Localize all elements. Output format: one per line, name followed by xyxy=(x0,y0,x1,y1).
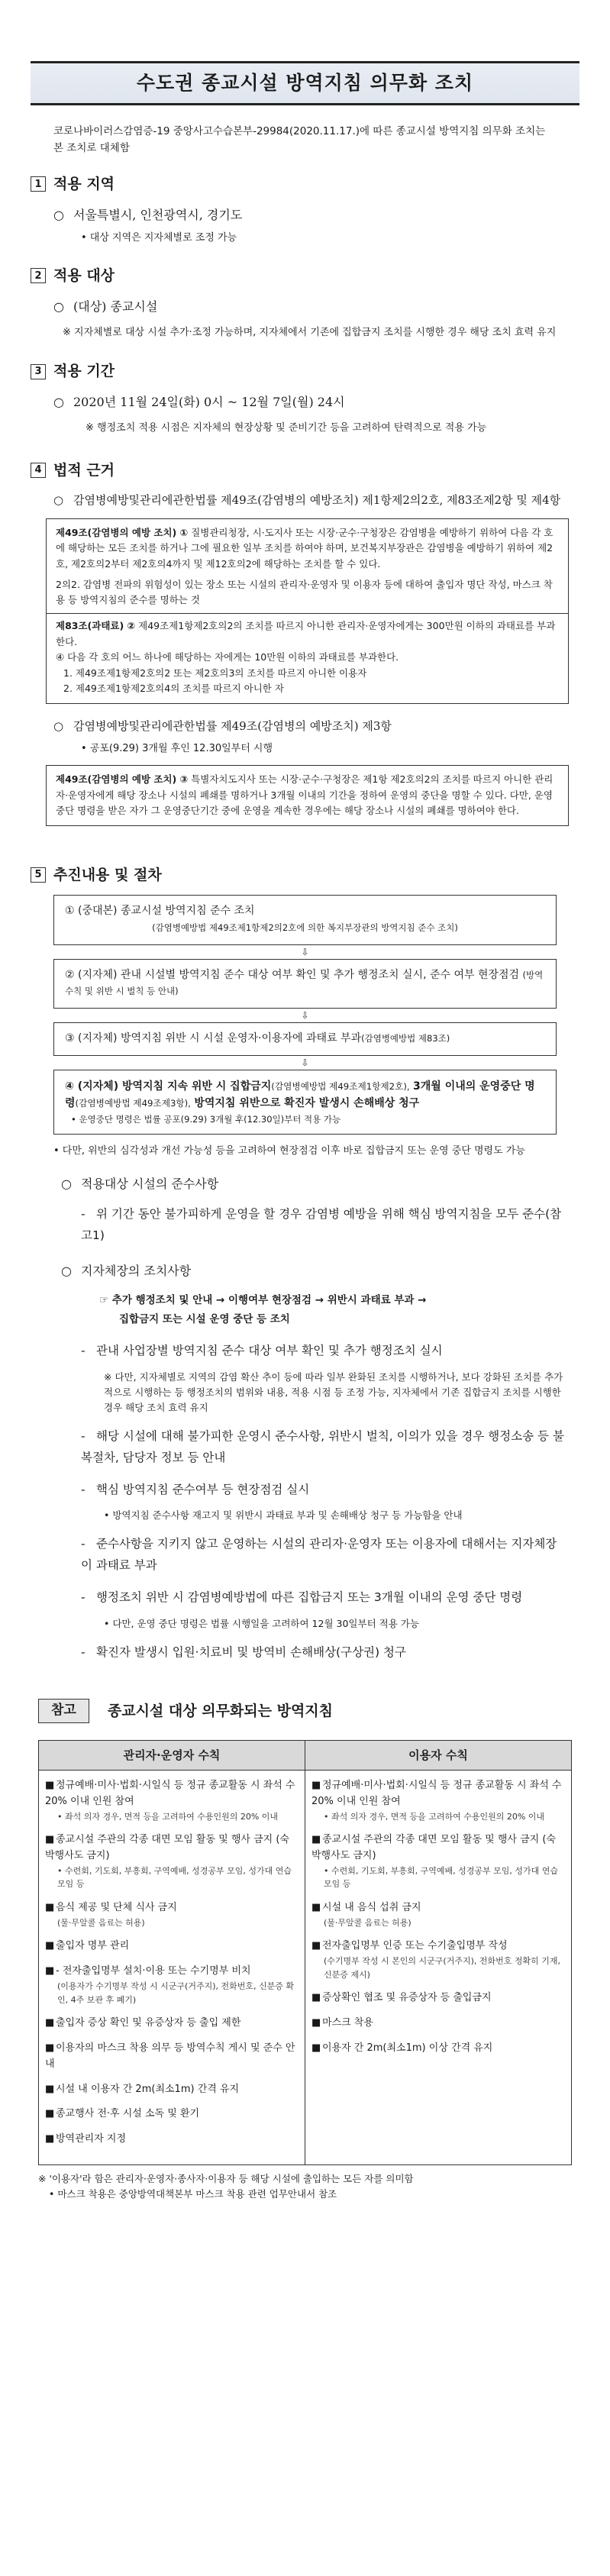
square-bullet-icon: ■ xyxy=(45,2133,55,2145)
section-1-bullet xyxy=(53,206,579,224)
square-bullet-icon: ■ xyxy=(45,1834,55,1846)
divider xyxy=(47,613,568,614)
rule-item xyxy=(311,1990,565,2006)
law-article-head: 제83조(과태료) ② xyxy=(56,619,136,631)
procedure-note: • 다만, 위반의 심각성과 개선 가능성 등을 고려하여 현장점검 이후 바로 집합금지 또는 운영 중단 명령도 가능 xyxy=(53,1145,525,1157)
rule-text: 종교행사 전·후 시설 소독 및 환기 xyxy=(56,2108,200,2120)
flow-line: ☞ 추가 행정조치 및 안내 → 이행여부 현장점검 → 위반시 과태료 부과 → xyxy=(99,1293,427,1306)
section-2-note: ※ 지자체별로 대상 시설 추가·조정 가능하며, 지자체에서 기존에 집합금지 조치를 시행한 경우 해당 조치 효력 유지 xyxy=(63,326,557,338)
action-item: - 행정조치 위반 시 감염병예방법에 따른 집합금지 또는 3개월 이내의 운영 중단 명령 xyxy=(81,1590,523,1605)
step-note: • 운영중단 명령은 법률 공포(9.29) 3개월 후(12.30일)부터 적용 가능 xyxy=(71,1113,341,1125)
operator-rules-cell xyxy=(39,1771,305,2165)
square-bullet-icon: ■ xyxy=(45,2042,55,2054)
procedure-step-2 xyxy=(53,959,557,1009)
action-item: - 해당 시설에 대해 불가피한 운영시 준수사항, 위반시 벌칙, 이의가 있을 경우 행정소송 등 불복절차, 담당자 정보 등 안내 xyxy=(81,1428,564,1464)
circle-bullet-icon: ○ xyxy=(61,1176,72,1191)
bullet-text: 감염병예방및관리에관한법률 제49조(감염병의 예방조치) 제3항 xyxy=(73,719,392,734)
reference-tag: 참고 xyxy=(38,1699,89,1723)
square-bullet-icon: ■ xyxy=(45,2108,55,2120)
procedure-step-4 xyxy=(53,1070,557,1135)
section-1-sub: • 대상 지역은 지자체별로 조정 가능 xyxy=(81,231,237,244)
bullet-text: 2020년 11월 24일(화) 0시 ~ 12월 7일(월) 24시 xyxy=(73,394,345,409)
bullet-text: 서울특별시, 인천광역시, 경기도 xyxy=(73,207,243,222)
section-4-bullet-2 xyxy=(53,718,579,735)
section-3-header xyxy=(31,360,579,383)
footnote-line: ※ '이용자'라 함은 관리자·운영자·종사자·이용자 등 해당 시설에 출입하는 모든 자를 의미함 xyxy=(38,2172,414,2184)
law-paragraph: 1. 제49조제1항제2호의2 또는 제2호의3의 조치를 따르지 아니한 이용자 xyxy=(63,667,367,679)
item-text: 확진자 발생시 입원·치료비 및 방역비 손해배상(구상권) 청구 xyxy=(96,1645,406,1660)
law-text: 질병관리청장, 시·도지사 또는 시장·군수·구청장은 감염병을 예방하기 위하여 다음 각 호에 해당하는 모든 조치를 하거나 그에 필요한 일부 조치를 하여야 하며, 보건복지부장관은 감염병을 예방하기 위하여 제2호, 제2호의2부터 제2호의4까지 및 제12호의2에 해당하는 조치를 할 수 있다. xyxy=(56,526,554,570)
procedure-flow xyxy=(31,895,579,1135)
rule-item xyxy=(45,2016,299,2032)
rule-item xyxy=(45,1900,299,1929)
rule-text: 종교시설 주관의 각종 대면 모임 활동 및 행사 금지 (숙박행사도 금지) xyxy=(45,1834,289,1861)
rule-text: 이용자의 마스크 착용 의무 등 방역수칙 게시 및 준수 안내 xyxy=(45,2042,295,2070)
section-2-bullet xyxy=(53,298,579,316)
arrow-down-icon: ⇩ xyxy=(301,1057,309,1068)
user-rules-cell xyxy=(305,1771,572,2165)
rule-text: 정규예배·미사·법회·시일식 등 정규 종교활동 시 좌석 수 20% 이내 인원 참여 xyxy=(311,1780,562,1807)
rule-subtext: (물·무알콜 음료는 허용) xyxy=(57,1917,145,1928)
bullet-text: 지자체장의 조치사항 xyxy=(81,1263,192,1278)
rule-item xyxy=(45,1964,299,2006)
rule-item xyxy=(45,2132,299,2148)
rule-text: - 전자출입명부 설치·이용 또는 수기명부 비치 xyxy=(56,1965,251,1977)
circle-bullet-icon: ○ xyxy=(53,207,64,222)
action-item: - 핵심 방역지침 준수여부 등 현장점검 실시 xyxy=(81,1482,310,1496)
section-4-bullet-1 xyxy=(53,492,579,509)
arrow-down-icon: ⇩ xyxy=(301,1010,309,1022)
rule-item xyxy=(45,2106,299,2122)
rule-item xyxy=(45,1832,299,1891)
rule-text: 시설 내 음식 섭취 금지 xyxy=(322,1901,421,1913)
rule-subtext: • 좌석 의자 경우, 면적 등을 고려하여 수용인원의 20% 이내 xyxy=(324,1811,545,1822)
rule-item xyxy=(45,2082,299,2098)
section-number: 4 xyxy=(31,463,46,478)
item-text: 행정조치 위반 시 감염병예방법에 따른 집합금지 또는 3개월 이내의 운영 중단 명령 xyxy=(96,1590,523,1605)
square-bullet-icon: ■ xyxy=(45,1940,55,1952)
law-article-head: 제49조(감염병의 예방 조치) ① xyxy=(56,526,189,538)
item-text: 준수사항을 지키지 않고 운영하는 시설의 관리자·운영자 또는 이용자에 대해서는 지자체장이 과태료 부과 xyxy=(81,1537,557,1573)
section-number: 2 xyxy=(31,268,46,283)
flow-line: 집합금지 또는 시설 운영 중단 등 조치 xyxy=(119,1313,290,1326)
rule-text: 시설 내 이용자 간 2m(최소1m) 간격 유지 xyxy=(56,2083,240,2095)
step-detail: (감염병예방법 제49조제3항), xyxy=(75,1098,191,1109)
square-bullet-icon: ■ xyxy=(311,2017,321,2029)
square-bullet-icon: ■ xyxy=(311,1834,321,1846)
rule-text: 음식 제공 및 단체 식사 금지 xyxy=(56,1901,177,1913)
square-bullet-icon: ■ xyxy=(311,1992,321,2004)
step-text: ④ (지자체) 방역지침 지속 위반 시 집합금지 xyxy=(65,1080,272,1093)
action-item: - 확진자 발생시 입원·치료비 및 방역비 손해배상(구상권) 청구 xyxy=(81,1645,406,1660)
section-4-sub: • 공포(9.29) 3개월 후인 12.30일부터 시행 xyxy=(81,742,273,754)
section-number: 1 xyxy=(31,176,46,192)
square-bullet-icon: ■ xyxy=(45,1780,55,1791)
section-2-header xyxy=(31,265,579,287)
rule-item xyxy=(45,2041,299,2073)
rule-subtext: • 수련회, 기도회, 부흥회, 구역예배, 성경공부 모임, 성가대 연습 모임 등 xyxy=(57,1865,292,1890)
procedure-step-1 xyxy=(53,895,557,944)
section-5-header xyxy=(31,864,579,886)
section-number: 3 xyxy=(31,364,46,379)
item-text: 위 기간 동안 불가피하게 운영을 할 경우 감염병 예방을 위해 핵심 방역지침을 모두 준수(참고1) xyxy=(81,1206,562,1242)
square-bullet-icon: ■ xyxy=(45,1965,55,1977)
column-header-user: 이용자 수칙 xyxy=(305,1740,572,1771)
section-1-header xyxy=(31,173,579,195)
rule-item xyxy=(311,1900,565,1929)
square-bullet-icon: ■ xyxy=(45,2017,55,2029)
local-gov-actions-heading xyxy=(61,1262,579,1280)
rule-subtext: (물·무알콜 음료는 허용) xyxy=(324,1917,412,1928)
section-title: 추진내용 및 절차 xyxy=(53,866,162,883)
square-bullet-icon: ■ xyxy=(311,1940,321,1952)
action-note: ※ 다만, 지자체별로 지역의 감염 확산 추이 등에 따라 일부 완화된 조치를 시행하거나, 보다 강화된 조치를 추가적으로 시행하는 등 행정조치의 범위와 내용, 적용 시점 등 조정 가능, 지자체에서 기존 집합금지 조치를 시행한 경우 해당 조치 효력 유지 xyxy=(104,1370,563,1413)
item-text: 관내 사업장별 방역지침 준수 대상 여부 확인 및 추가 행정조치 실시 xyxy=(96,1343,443,1357)
facility-obligations-heading xyxy=(61,1175,579,1193)
law-paragraph xyxy=(56,618,559,650)
reference-table xyxy=(38,1740,572,2165)
circle-bullet-icon: ○ xyxy=(61,1263,72,1278)
law-paragraph: ④ 다음 각 호의 어느 하나에 해당하는 자에게는 10만원 이하의 과태료를 부과한다. xyxy=(56,651,399,663)
rule-text: 출입자 증상 확인 및 유증상자 등 출입 제한 xyxy=(56,2017,241,2029)
square-bullet-icon: ■ xyxy=(45,2083,55,2095)
section-title: 법적 근거 xyxy=(53,461,115,479)
footnote-line: • 마스크 착용은 중앙방역대책본부 마스크 착용 관련 업무안내서 참조 xyxy=(49,2187,337,2200)
law-paragraph: 2의2. 감염병 전파의 위험성이 있는 장소 또는 시설의 관리자·운영자 및 이용자 등에 대하여 출입자 명단 작성, 마스크 착용 등 방역지침의 준수를 명하는 것 xyxy=(56,578,553,606)
law-text: 제49조제1항제2호의2의 조치를 따르지 아니한 관리자·운영자에게는 300만원 이하의 과태료를 부과한다. xyxy=(56,619,556,647)
action-item: - 관내 사업장별 방역지침 준수 대상 여부 확인 및 추가 행정조치 실시 xyxy=(81,1343,443,1357)
section-3-note: ※ 행정조치 적용 시점은 지자체의 현장상황 및 준비기간 등을 고려하여 탄력적으로 적용 가능 xyxy=(86,421,487,434)
rule-subtext: (수기명부 작성 시 본인의 시군구(거주지), 전화번호 정확히 기재, 신분증 제시) xyxy=(324,1956,560,1980)
rule-text: 방역관리자 지정 xyxy=(56,2133,127,2145)
reference-header xyxy=(31,1699,579,1723)
rule-text: 정규예배·미사·법회·시일식 등 정규 종교활동 시 좌석 수 20% 이내 인원 참여 xyxy=(45,1780,295,1807)
rule-item xyxy=(311,1778,565,1823)
section-title: 적용 대상 xyxy=(53,267,115,285)
square-bullet-icon: ■ xyxy=(45,1901,55,1913)
circle-bullet-icon: ○ xyxy=(53,719,64,734)
section-title: 적용 기간 xyxy=(53,363,115,380)
reference-title: 종교시설 대상 의무화되는 방역지침 xyxy=(107,1702,334,1719)
section-4-header xyxy=(31,460,579,482)
square-bullet-icon: ■ xyxy=(311,2042,321,2054)
item-text: 핵심 방역지침 준수여부 등 현장점검 실시 xyxy=(96,1482,310,1496)
circle-bullet-icon: ○ xyxy=(53,493,64,508)
action-flow xyxy=(99,1291,564,1330)
footnote xyxy=(38,2171,572,2202)
section-title: 적용 지역 xyxy=(53,176,115,193)
law-text: 특별자치도지사 또는 시장·군수·구청장은 제1항 제2호의2의 조치를 따르지 아니한 관리자·운영자에게 해당 장소나 시설의 폐쇄를 명하거나 3개월 이내의 기간을 정하여 운영의 중단을 명할 수 있다. 다만, 운영중단 명령을 받은 자가 그 운영중단기간 중에 운영을 계속한 경우에는 해당 장소나 시설의 폐쇄를 명하여야 한다. xyxy=(56,773,554,817)
step-detail: (방역수칙 및 위반 시 벌칙 등 안내) xyxy=(65,969,544,997)
rule-text: 증상확인 협조 및 유증상자 등 출입금지 xyxy=(322,1992,492,2004)
step-text: 3개월 이내의 운영중단 명령 xyxy=(65,1080,535,1110)
rule-item xyxy=(45,1778,299,1823)
step-text: ③ (지자체) 방역지침 위반 시 시설 운영자·이용자에 과태료 부과 xyxy=(65,1032,362,1045)
action-note: • 다만, 운영 중단 명령은 법률 시행일을 고려하여 12월 30일부터 적용 가능 xyxy=(104,1618,419,1630)
rule-item xyxy=(311,1832,565,1891)
rule-text: 출입자 명부 관리 xyxy=(56,1940,130,1952)
procedure-step-3 xyxy=(53,1022,557,1056)
step-detail: (감염병예방법 제83조) xyxy=(361,1033,450,1044)
step-detail: (감염병예방법 제49조제1항제2호), xyxy=(271,1080,410,1092)
rule-item xyxy=(311,1938,565,1981)
rule-text: 전자출입명부 인증 또는 수기출입명부 작성 xyxy=(322,1940,508,1952)
square-bullet-icon: ■ xyxy=(311,1780,321,1791)
arrow-down-icon: ⇩ xyxy=(301,946,309,957)
document-title-bar xyxy=(31,61,579,105)
rule-subtext: (이용자가 수기명부 작성 시 시군구(거주지), 전화번호, 신분증 확인, 4주 보관 후 폐기) xyxy=(57,1980,294,2005)
step-text: 방역지침 위반으로 확진자 발생시 손해배상 청구 xyxy=(194,1097,420,1110)
step-detail: (감염병예방법 제49조제1항제2의2호에 의한 복지부장관의 방역지침 준수 조치) xyxy=(152,922,458,934)
law-excerpt-box-2 xyxy=(46,765,569,826)
rule-text: 종교시설 주관의 각종 대면 모임 활동 및 행사 금지 (숙박행사도 금지) xyxy=(311,1834,556,1861)
law-article-head: 제49조(감염병의 예방 조치) ③ xyxy=(56,773,189,786)
section-number: 5 xyxy=(31,867,46,883)
rule-text: 마스크 착용 xyxy=(322,2017,373,2029)
column-header-operator: 관리자·운영자 수칙 xyxy=(39,1740,305,1771)
bullet-text: 적용대상 시설의 준수사항 xyxy=(81,1176,219,1191)
rule-subtext: • 수련회, 기도회, 부흥회, 구역예배, 성경공부 모임, 성가대 연습 모임 등 xyxy=(324,1865,558,1890)
bullet-text: (대상) 종교시설 xyxy=(73,299,158,314)
rule-item xyxy=(311,2016,565,2032)
bullet-text: 감염병예방및관리에관한법률 제49조(감염병의 예방조치) 제1항제2의2호, 제83조제2항 및 제4항 xyxy=(73,493,561,508)
rule-text: 이용자 간 2m(최소1m) 이상 간격 유지 xyxy=(322,2042,493,2054)
circle-bullet-icon: ○ xyxy=(53,299,64,314)
document-title: 수도권 종교시설 방역지침 의무화 조치 xyxy=(136,72,474,95)
action-note: • 방역지침 준수사항 재고지 및 위반시 과태료 부과 및 손해배상 청구 등 가능함을 안내 xyxy=(104,1509,463,1522)
square-bullet-icon: ■ xyxy=(311,1901,321,1913)
section-3-bullet xyxy=(53,393,579,412)
rule-subtext: • 좌석 의자 경우, 면적 등을 고려하여 수용인원의 20% 이내 xyxy=(57,1811,279,1822)
facility-obligation-item: - 위 기간 동안 불가피하게 운영을 할 경우 감염병 예방을 위해 핵심 방역지침을 모두 준수(참고1) xyxy=(81,1206,562,1242)
action-item: - 준수사항을 지키지 않고 운영하는 시설의 관리자·운영자 또는 이용자에 대해서는 지자체장이 과태료 부과 xyxy=(81,1537,557,1573)
intro-text: 코로나바이러스감염증-19 중앙사고수습본부-29984(2020.11.17.)에 따른 종교시설 방역지침 의무화 조치는 본 조치로 대체함 xyxy=(53,125,546,154)
rule-item xyxy=(311,2041,565,2057)
law-excerpt-box-1 xyxy=(46,518,569,704)
step-text: ① (중대본) 종교시설 방역지침 준수 조치 xyxy=(65,905,255,918)
circle-bullet-icon: ○ xyxy=(53,394,64,409)
item-text: 해당 시설에 대해 불가피한 운영시 준수사항, 위반시 벌칙, 이의가 있을 경우 행정소송 등 불복절차, 담당자 정보 등 안내 xyxy=(81,1428,564,1464)
step-text: ② (지자체) 관내 시설별 방역지침 준수 대상 여부 확인 및 추가 행정조치 실시, 준수 여부 현장점검 xyxy=(65,968,520,981)
rule-item xyxy=(45,1938,299,1955)
law-paragraph: 2. 제49조제1항제2호의4의 조치를 따르지 아니한 자 xyxy=(63,683,284,695)
law-paragraph xyxy=(56,525,559,573)
